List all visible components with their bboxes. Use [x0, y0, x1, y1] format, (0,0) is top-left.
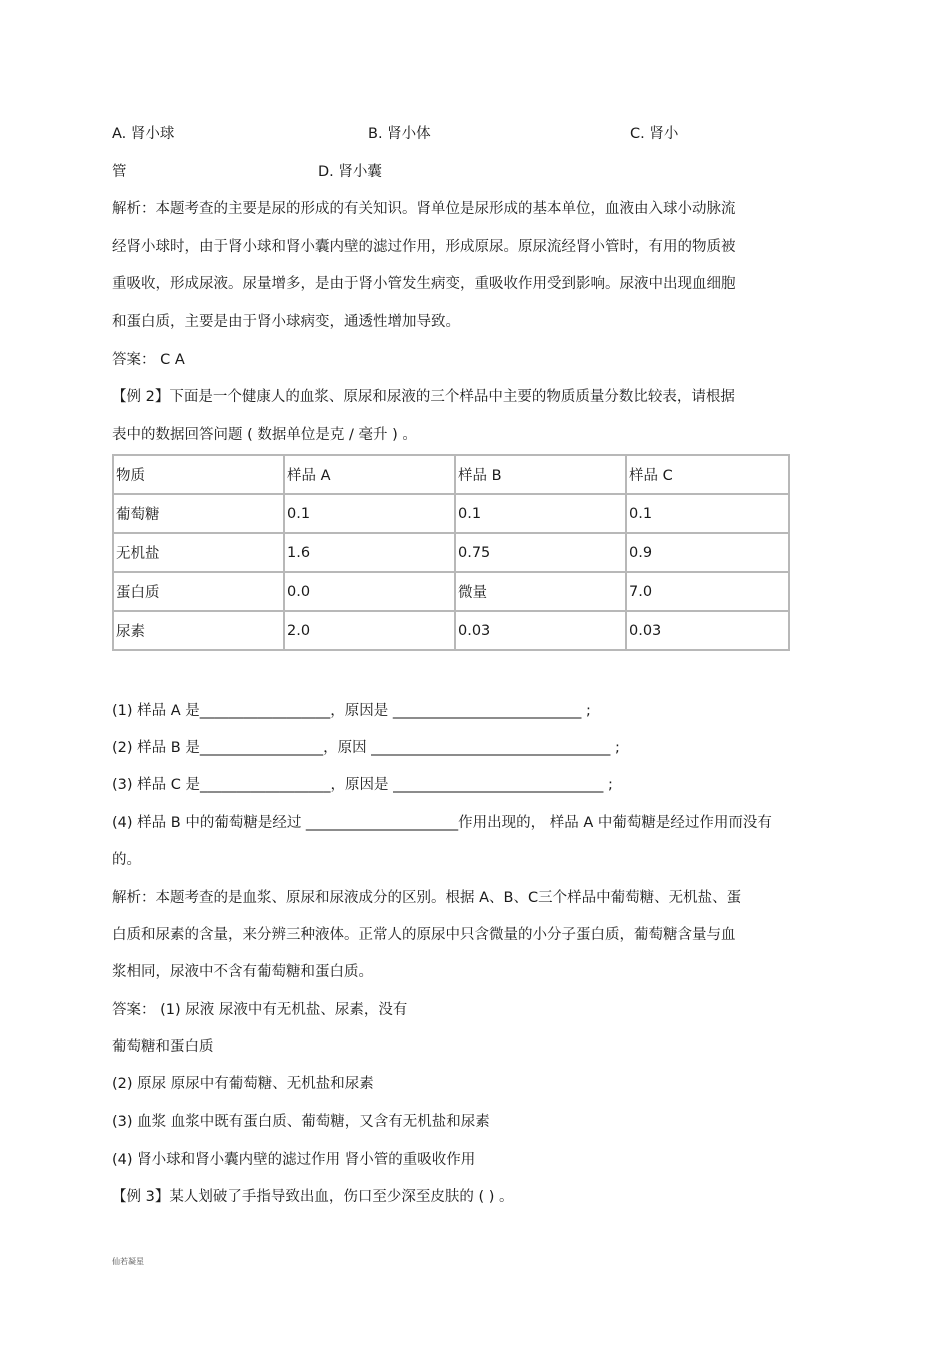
- table-cell: 7.0: [626, 572, 789, 611]
- table-header-cell: 样品 B: [455, 455, 626, 494]
- answer2-2: (2) 原尿 原尿中有葡萄糖、无机盐和尿素: [112, 1076, 374, 1092]
- table-header-cell: 样品 C: [626, 455, 789, 494]
- table-cell: 0.9: [626, 533, 789, 572]
- table-cell: 0.1: [284, 494, 455, 533]
- table-row: [113, 611, 789, 650]
- answer1: 答案： C A: [112, 352, 185, 368]
- data-table: [112, 454, 790, 651]
- table-cell: 0.0: [284, 572, 455, 611]
- option-c-continued: 管: [112, 164, 127, 180]
- table-cell: 微量: [455, 572, 626, 611]
- option-b: B. 肾小体: [368, 126, 431, 142]
- example2-line1: 【例 2】下面是一个健康人的血浆、原尿和尿液的三个样品中主要的物质质量分数比较表，请根据: [112, 389, 735, 405]
- table-cell: 无机盐: [113, 533, 284, 572]
- table-row: [113, 494, 789, 533]
- analysis2-line: 白质和尿素的含量，来分辨三种液体。正常人的原尿中只含微量的小分子蛋白质，葡萄糖含量与血: [112, 927, 736, 943]
- analysis1-line: 经肾小球时，由于肾小球和肾小囊内壁的滤过作用，形成原尿。原尿流经肾小管时，有用的物质被: [112, 239, 736, 255]
- footer-text: 仙若凝星: [112, 1257, 144, 1266]
- answer2-1-continued: 葡萄糖和蛋白质: [112, 1039, 214, 1055]
- question-1: (1) 样品 A 是__________________，原因是 __________________________ ;: [112, 703, 591, 719]
- analysis1-line: 解析：本题考查的主要是尿的形成的有关知识。肾单位是尿形成的基本单位，血液由入球小动脉流: [112, 201, 736, 217]
- table-row: [113, 533, 789, 572]
- table-header-row: [113, 455, 789, 494]
- answer2-4: (4) 肾小球和肾小囊内壁的滤过作用 肾小管的重吸收作用: [112, 1152, 476, 1168]
- analysis1-line: 和蛋白质，主要是由于肾小球病变，通透性增加导致。: [112, 314, 460, 330]
- analysis1-line: 重吸收，形成尿液。尿量增多，是由于肾小管发生病变，重吸收作用受到影响。尿液中出现血细胞: [112, 276, 736, 292]
- analysis2-line: 浆相同，尿液中不含有葡萄糖和蛋白质。: [112, 964, 373, 980]
- option-d: D. 肾小囊: [318, 164, 382, 180]
- answer2-3: (3) 血浆 血浆中既有蛋白质、葡萄糖，又含有无机盐和尿素: [112, 1114, 490, 1130]
- answer2-1: 答案： (1) 尿液 尿液中有无机盐、尿素，没有: [112, 1002, 408, 1018]
- table-cell: 0.1: [455, 494, 626, 533]
- option-c: C. 肾小: [630, 126, 679, 142]
- option-a: A. 肾小球: [112, 126, 175, 142]
- example2-line2: 表中的数据回答问题 ( 数据单位是克 / 毫升 ) 。: [112, 427, 417, 443]
- table-cell: 0.1: [626, 494, 789, 533]
- table-cell: 蛋白质: [113, 572, 284, 611]
- question-3: (3) 样品 C 是__________________，原因是 _____________________________ ;: [112, 777, 613, 793]
- table-cell: 尿素: [113, 611, 284, 650]
- analysis2-line: 解析：本题考查的是血浆、原尿和尿液成分的区别。根据 A、B、C三个样品中葡萄糖、无机盐、蛋: [112, 890, 742, 906]
- table-cell: 0.03: [626, 611, 789, 650]
- table-row: [113, 572, 789, 611]
- table-header-cell: 物质: [113, 455, 284, 494]
- table-cell: 2.0: [284, 611, 455, 650]
- table-header-cell: 样品 A: [284, 455, 455, 494]
- table-cell: 葡萄糖: [113, 494, 284, 533]
- question-4: (4) 样品 B 中的葡萄糖是经过 _____________________作用出现的， 样品 A 中葡萄糖是经过作用而没有: [112, 815, 772, 831]
- example3: 【例 3】某人划破了手指导致出血，伤口至少深至皮肤的 ( ) 。: [112, 1189, 514, 1205]
- table-cell: 0.03: [455, 611, 626, 650]
- question-2: (2) 样品 B 是_________________，原因 _________________________________ ;: [112, 740, 620, 756]
- question-4-continued: 的。: [112, 852, 141, 868]
- table-cell: 1.6: [284, 533, 455, 572]
- table-cell: 0.75: [455, 533, 626, 572]
